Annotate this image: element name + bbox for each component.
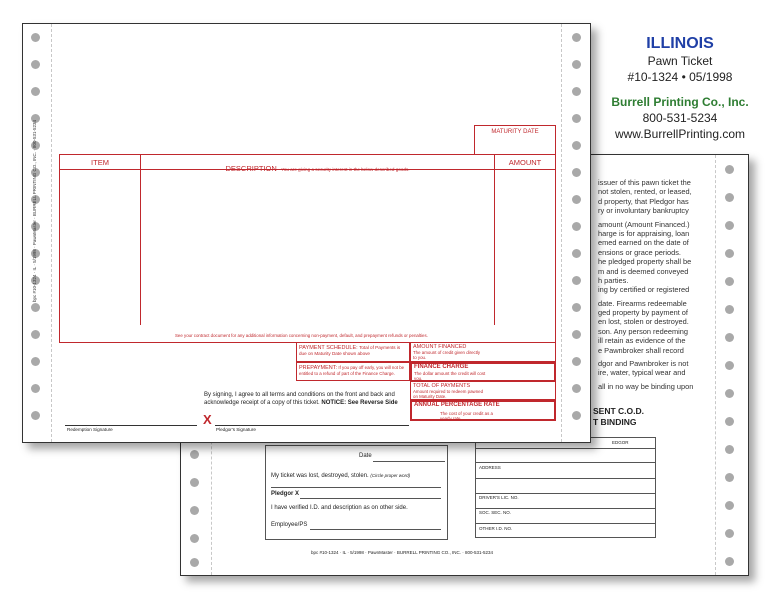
description-label: DESCRIPTION <box>225 164 277 173</box>
item-column-header: ITEM <box>91 158 109 167</box>
sprocket-hole <box>725 221 734 230</box>
terms-line: son. Any person redeeming <box>598 326 688 336</box>
sprocket-hole <box>572 249 581 258</box>
sprocket-hole <box>725 501 734 510</box>
company-name: Burrell Printing Co., Inc. <box>611 95 749 109</box>
sprocket-hole <box>725 361 734 370</box>
apr-box <box>410 400 556 421</box>
side-imprint: bpc #10-1324 · IL · 5/1998 · PawnMaster · BURRELL PRINTING CO., INC. · 800-531-5234 <box>32 120 37 302</box>
terms-line: ire, water, typical wear and <box>598 368 686 378</box>
pledgor-label: EDGOR <box>612 440 629 445</box>
pledgor-x-mark: X <box>203 412 212 427</box>
terms-line: ill retain as evidence of the <box>598 336 686 346</box>
payment-schedule-text <box>299 345 408 357</box>
terms-line: ry or involuntary bankruptcy <box>598 206 689 216</box>
pledgor-signature-label: Pledgor's Signature <box>216 427 256 432</box>
sprocket-hole <box>31 303 40 312</box>
total-payments-text: Amount required to redeem pawned on Maturity Date. <box>413 389 484 399</box>
pledgor-info-box <box>475 437 656 538</box>
sprocket-hole <box>725 305 734 314</box>
sprocket-hole <box>31 411 40 420</box>
terms-line: d property, that Pledgor has <box>598 196 689 206</box>
sprocket-hole <box>572 141 581 150</box>
not-binding-label: T BINDING <box>593 417 637 427</box>
terms-line: en lost, stolen or destroyed. <box>598 317 689 327</box>
ssn-label: SOC. SEC. NO. <box>479 510 512 515</box>
payment-schedule-title: PAYMENT SCHEDULE: <box>299 345 358 351</box>
perforation <box>51 24 52 442</box>
sprocket-hole <box>190 558 199 567</box>
total-payments-title: TOTAL OF PAYMENTS <box>413 383 471 389</box>
payment-schedule-desc: Total of Payments is due on Maturity Date shown above <box>299 345 401 356</box>
terms-line: m and is deemed conveyed <box>598 266 689 276</box>
ticket-text: My ticket was lost, destroyed, stolen. <box>271 473 369 479</box>
product-info <box>592 34 768 142</box>
company-phone: 800-531-5234 <box>642 111 718 125</box>
terms-line: e Pawnbroker shall record <box>598 345 684 355</box>
sprocket-hole <box>190 478 199 487</box>
sprocket-hole <box>725 445 734 454</box>
terms-line: date. Firearms redeemable <box>598 298 687 308</box>
maturity-date-label: MATURITY DATE <box>491 129 539 135</box>
address-label: ADDRESS <box>479 465 501 470</box>
signing-line-2 <box>204 400 398 408</box>
description-note: You are giving a security interest in the below described goods. <box>281 167 410 172</box>
lost-ticket-statement <box>271 473 410 479</box>
sprocket-hole <box>572 87 581 96</box>
contract-note: See your contract document for any additional information concerning non-payment, default, and prepayment refunds or penalties. <box>175 333 428 338</box>
sprocket-hole <box>725 165 734 174</box>
sprocket-hole <box>572 303 581 312</box>
amount-financed-box <box>410 342 556 362</box>
sprocket-hole <box>725 249 734 258</box>
sprocket-hole <box>725 473 734 482</box>
redemption-signature-line <box>65 425 197 426</box>
sprocket-hole <box>31 357 40 366</box>
sprocket-hole <box>725 193 734 202</box>
verified-statement: I have verified I.D. and description as on other side. <box>271 505 408 511</box>
sprocket-hole <box>725 389 734 398</box>
prepayment-title: PREPAYMENT: <box>299 365 337 371</box>
terms-line: issuer of this pawn ticket the <box>598 178 691 187</box>
product-code: #10-1324 • 05/1998 <box>627 70 733 84</box>
perforation <box>561 24 562 442</box>
amount-column-header: AMOUNT <box>508 158 542 167</box>
notice-reverse-side: NOTICE: See Reverse Side <box>321 399 398 406</box>
sprocket-hole <box>190 450 199 459</box>
sprocket-hole <box>572 276 581 285</box>
sprocket-hole <box>725 557 734 566</box>
sprocket-hole <box>572 384 581 393</box>
sprocket-hole <box>190 506 199 515</box>
terms-line: dgor and Pawnbroker is not <box>598 359 689 369</box>
sprocket-hole <box>572 357 581 366</box>
signing-line-2-text: acknowledge receipt of a copy of this ticket. <box>204 399 320 406</box>
sprocket-hole <box>572 195 581 204</box>
terms-line: amount (Amount Financed.) <box>598 219 690 229</box>
sprocket-hole <box>572 222 581 231</box>
sent-cod-label: SENT C.O.D. <box>593 406 645 416</box>
pledgor-signature-line <box>215 425 409 426</box>
description-column-header <box>141 158 494 176</box>
circle-note: (Circle proper word) <box>370 473 411 478</box>
sprocket-hole <box>572 33 581 42</box>
column-divider <box>494 155 495 325</box>
terms-line: ged property by payment of <box>598 308 688 318</box>
sprocket-hole <box>572 168 581 177</box>
front-sheet <box>22 23 591 443</box>
signing-line-1: By signing, I agree to all terms and conditions on the front and back and <box>204 392 395 398</box>
sprocket-hole <box>31 60 40 69</box>
redemption-signature-label: Redemption Signature <box>67 427 113 432</box>
sprocket-hole <box>572 411 581 420</box>
prepayment-desc: If you pay off early, you will not be entitled to a refund of part of the Finance Charge. <box>299 365 405 376</box>
employee-label: Employee/PS <box>271 522 308 528</box>
right-tractor-strip <box>720 155 740 575</box>
sprocket-hole <box>31 330 40 339</box>
total-payments-box <box>410 381 556 400</box>
sprocket-hole <box>725 529 734 538</box>
terms-line: not stolen, rented, or leased, <box>598 187 692 197</box>
sprocket-hole <box>725 333 734 342</box>
terms-line: ensions or grace periods. <box>598 247 681 257</box>
amount-financed-text: The amount of credit given directly to you. <box>413 350 481 360</box>
item-table <box>59 154 556 343</box>
sprocket-hole <box>31 87 40 96</box>
pledgor-x-label: Pledgor X <box>271 491 300 497</box>
finance-charge-title: FINANCE CHARGE <box>414 364 469 370</box>
terms-line: he pledged property shall be <box>598 257 692 267</box>
terms-text <box>598 178 716 391</box>
apr-text: The cost of your credit as a yearly rate. <box>440 411 493 421</box>
finance-charge-text: The dollar amount the credit will cost you. <box>414 371 486 381</box>
terms-line: harge is for appraising, loan <box>598 228 690 238</box>
sprocket-hole <box>190 534 199 543</box>
terms-line: emed earned on the date of <box>598 238 689 248</box>
sprocket-hole <box>572 60 581 69</box>
terms-line: ing by certified or registered <box>598 285 690 295</box>
apr-title: ANNUAL PERCENTAGE RATE <box>414 402 500 408</box>
maturity-date-box <box>474 125 556 155</box>
company-website: www.BurrellPrinting.com <box>614 127 746 141</box>
signing-statement <box>204 392 398 407</box>
right-tractor-strip <box>567 24 587 442</box>
prepayment-text <box>299 365 408 377</box>
sprocket-hole <box>725 277 734 286</box>
sprocket-hole <box>572 330 581 339</box>
column-divider <box>140 155 141 325</box>
amount-financed-title: AMOUNT FINANCED <box>413 344 467 350</box>
drivers-license-label: DRIVER'S LIC. NO. <box>479 495 519 500</box>
sprocket-hole <box>725 417 734 426</box>
payment-schedule-box <box>296 342 410 362</box>
prepayment-box <box>296 362 410 381</box>
sprocket-hole <box>572 114 581 123</box>
terms-line: all in no way be binding upon <box>598 381 694 391</box>
back-footer-imprint: bpc #10-1324 · IL · 5/1998 · PawnMaster · BURRELL PRINTING CO., INC. · 800-531-5234 <box>311 550 493 555</box>
sprocket-hole <box>31 33 40 42</box>
terms-line: h parties. <box>598 275 629 285</box>
other-id-label: OTHER I.D. NO. <box>479 526 513 531</box>
product-name: Pawn Ticket <box>647 54 713 68</box>
state-title: ILLINOIS <box>646 35 714 52</box>
lost-ticket-box <box>265 445 448 540</box>
date-label: Date <box>359 453 372 459</box>
sprocket-hole <box>31 384 40 393</box>
finance-charge-box <box>410 362 556 382</box>
